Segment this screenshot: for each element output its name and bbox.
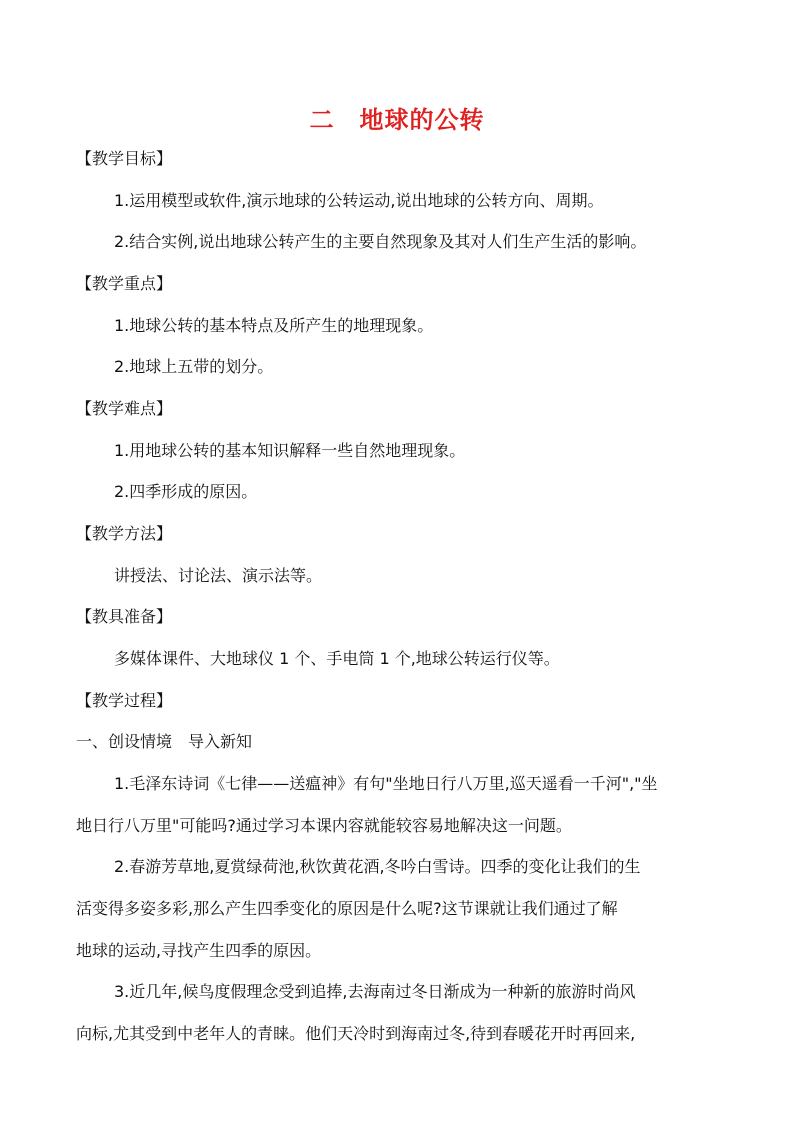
section-heading-methods: 【教学方法】 <box>76 524 173 543</box>
key-point-item-2: 2.地球上五带的划分。 <box>114 357 274 376</box>
methods-text: 讲授法、讨论法、演示法等。 <box>114 566 323 585</box>
difficulty-item-1: 1.用地球公转的基本知识解释一些自然地理现象。 <box>114 441 466 460</box>
paragraph-1-line-1: 1.毛泽东诗词《七律——送瘟神》有句"坐地日行八万里,巡天遥看一千河","坐 <box>114 774 658 793</box>
page-title: 二 地球的公转 <box>309 106 485 134</box>
paragraph-2-line-3: 地球的运动,寻找产生四季的原因。 <box>76 941 322 960</box>
section-heading-tools: 【教具准备】 <box>76 607 173 626</box>
process-subheading: 一、创设情境 导入新知 <box>76 732 253 751</box>
paragraph-3-line-1: 3.近几年,候鸟度假理念受到追捧,去海南过冬日渐成为一种新的旅游时尚风 <box>114 982 636 1001</box>
section-heading-key-points: 【教学重点】 <box>76 274 173 293</box>
paragraph-1-line-2: 地日行八万里"可能吗?通过学习本课内容就能较容易地解决这一问题。 <box>76 816 572 835</box>
difficulty-item-2: 2.四季形成的原因。 <box>114 482 258 501</box>
key-point-item-1: 1.地球公转的基本特点及所产生的地理现象。 <box>114 316 434 335</box>
paragraph-2-line-2: 活变得多姿多彩,那么产生四季变化的原因是什么呢?这节课就让我们通过了解 <box>76 899 618 918</box>
section-heading-goals: 【教学目标】 <box>76 149 173 168</box>
paragraph-2-line-1: 2.春游芳草地,夏赏绿荷池,秋饮黄花酒,冬吟白雪诗。四季的变化让我们的生 <box>114 857 641 876</box>
goal-item-2: 2.结合实例,说出地球公转产生的主要自然现象及其对人们生产生活的影响。 <box>114 232 647 251</box>
paragraph-3-line-2: 向标,尤其受到中老年人的青睐。他们天冷时到海南过冬,待到春暖花开时再回来, <box>76 1024 636 1043</box>
section-heading-process: 【教学过程】 <box>76 691 173 710</box>
goal-item-1: 1.运用模型或软件,演示地球的公转运动,说出地球的公转方向、周期。 <box>114 191 604 210</box>
section-heading-difficulties: 【教学难点】 <box>76 399 173 418</box>
tools-text: 多媒体课件、大地球仪 1 个、手电筒 1 个,地球公转运行仪等。 <box>114 649 560 668</box>
